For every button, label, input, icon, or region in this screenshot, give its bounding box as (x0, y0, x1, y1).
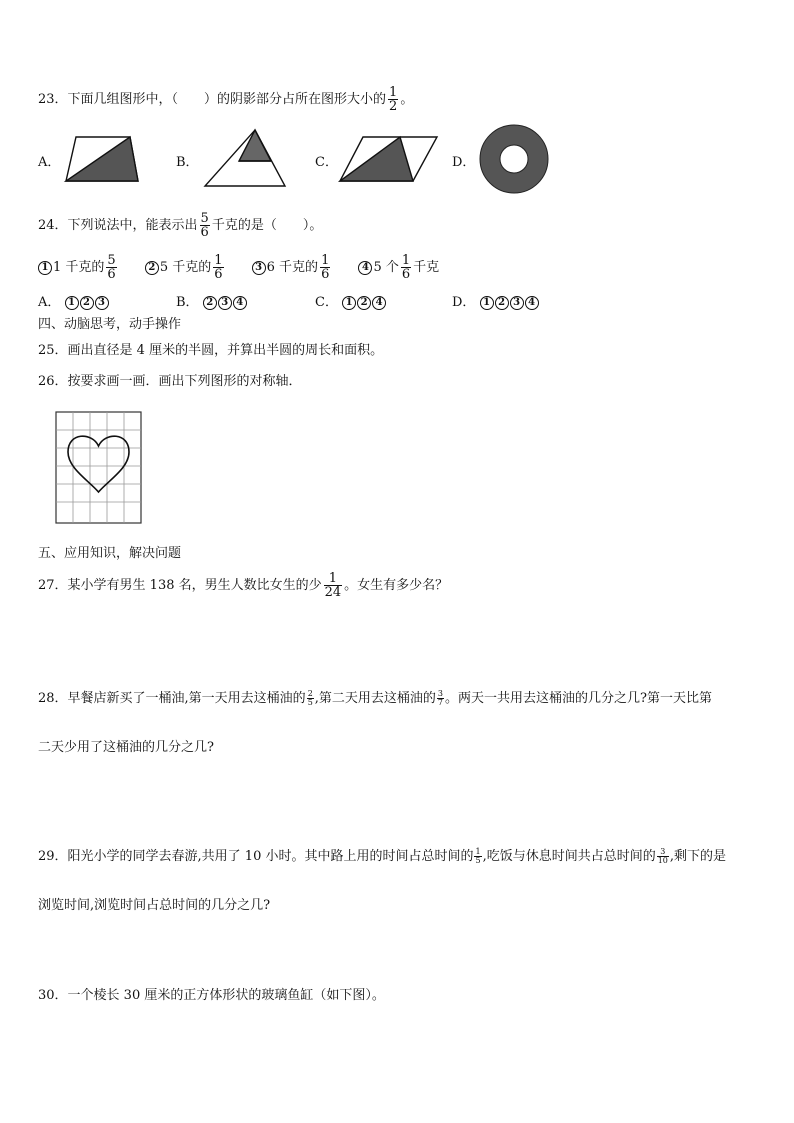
option-d-label: D． (452, 155, 476, 170)
item-3: 3 6 千克的 $\frac{1}{6}$ (252, 260, 333, 275)
answer-b: B． 2 3 4 (176, 291, 248, 310)
question-28-line-1: 28．早餐店新买了一桶油,第一天用去这桶油的 $\frac{2}{5}$ ,第二天用去这桶油的 $\frac{3}{7}$ 。两天一共用去这桶油的几分之几?第一天比第 (38, 689, 712, 707)
question-27: 27．某小学有男生 138 名，男生人数比女生的少 $\frac{1}{24}$ 。女生有多少名？ (38, 571, 449, 600)
item-1: 1 1 千克的 $\frac{5}{6}$ (38, 260, 119, 275)
option-c-label: C． (315, 155, 338, 170)
question-24: 24．下列说法中，能表示出 $\frac{5}{6}$ 千克的是（ ）。 (38, 211, 323, 240)
answer-a: A． 1 2 3 (38, 291, 110, 310)
section-5-heading: 五、应用知识，解决问题 (38, 546, 182, 561)
fraction: $\frac{3}{7}$ (437, 689, 444, 707)
figure-b-triangle (202, 127, 288, 189)
item-2: 2 5 千克的 $\frac{1}{6}$ (145, 260, 226, 275)
answer-d: D． 1 2 3 4 (452, 291, 540, 310)
heart-grid-figure (54, 410, 144, 526)
fraction: $\frac{3}{10}$ (657, 847, 668, 865)
question-29-line-1: 29．阳光小学的同学去春游,共用了 10 小时。其中路上用的时间占总时间的 $\frac{1}{5}$ ,吃饭与休息时间共占总时间的 $\frac{3}{10}$ ,剩下的是 (38, 847, 727, 865)
question-28-line-2: 二天少用了这桶油的几分之几? (38, 740, 214, 755)
question-23: 23．下面几组图形中，（ ）的阴影部分占所在图形大小的 $\frac{1}{2}$ 。 (38, 85, 414, 114)
section-4-heading: 四、动脑思考，动手操作 (38, 317, 182, 332)
figure-d-ring (478, 124, 550, 194)
question-29-line-2: 浏览时间,浏览时间占总时间的几分之几? (38, 898, 271, 913)
fraction: $\frac{1}{24}$ (324, 571, 342, 600)
question-25: 25．画出直径是 4 厘米的半圆，并算出半圆的周长和面积。 (38, 343, 384, 358)
figure-a-trapezoid (62, 133, 140, 183)
figure-c-parallelogram (337, 134, 441, 184)
question-24-items (38, 254, 439, 281)
question-26: 26．按要求画一画．画出下列图形的对称轴． (38, 374, 302, 389)
fraction: $\frac{1}{5}$ (475, 847, 481, 865)
item-4: 4 5 个 $\frac{1}{6}$ 千克 (358, 260, 439, 275)
answer-c: C． 1 2 4 (315, 291, 387, 310)
fraction: $\frac{5}{6}$ (200, 211, 209, 240)
option-a-label: A． (38, 155, 61, 170)
question-30: 30．一个棱长 30 厘米的正方体形状的玻璃鱼缸（如下图）。 (38, 988, 385, 1003)
fraction: $\frac{2}{5}$ (307, 689, 313, 707)
option-b-label: B． (176, 155, 199, 170)
fraction: $\frac{1}{2}$ (389, 85, 398, 114)
